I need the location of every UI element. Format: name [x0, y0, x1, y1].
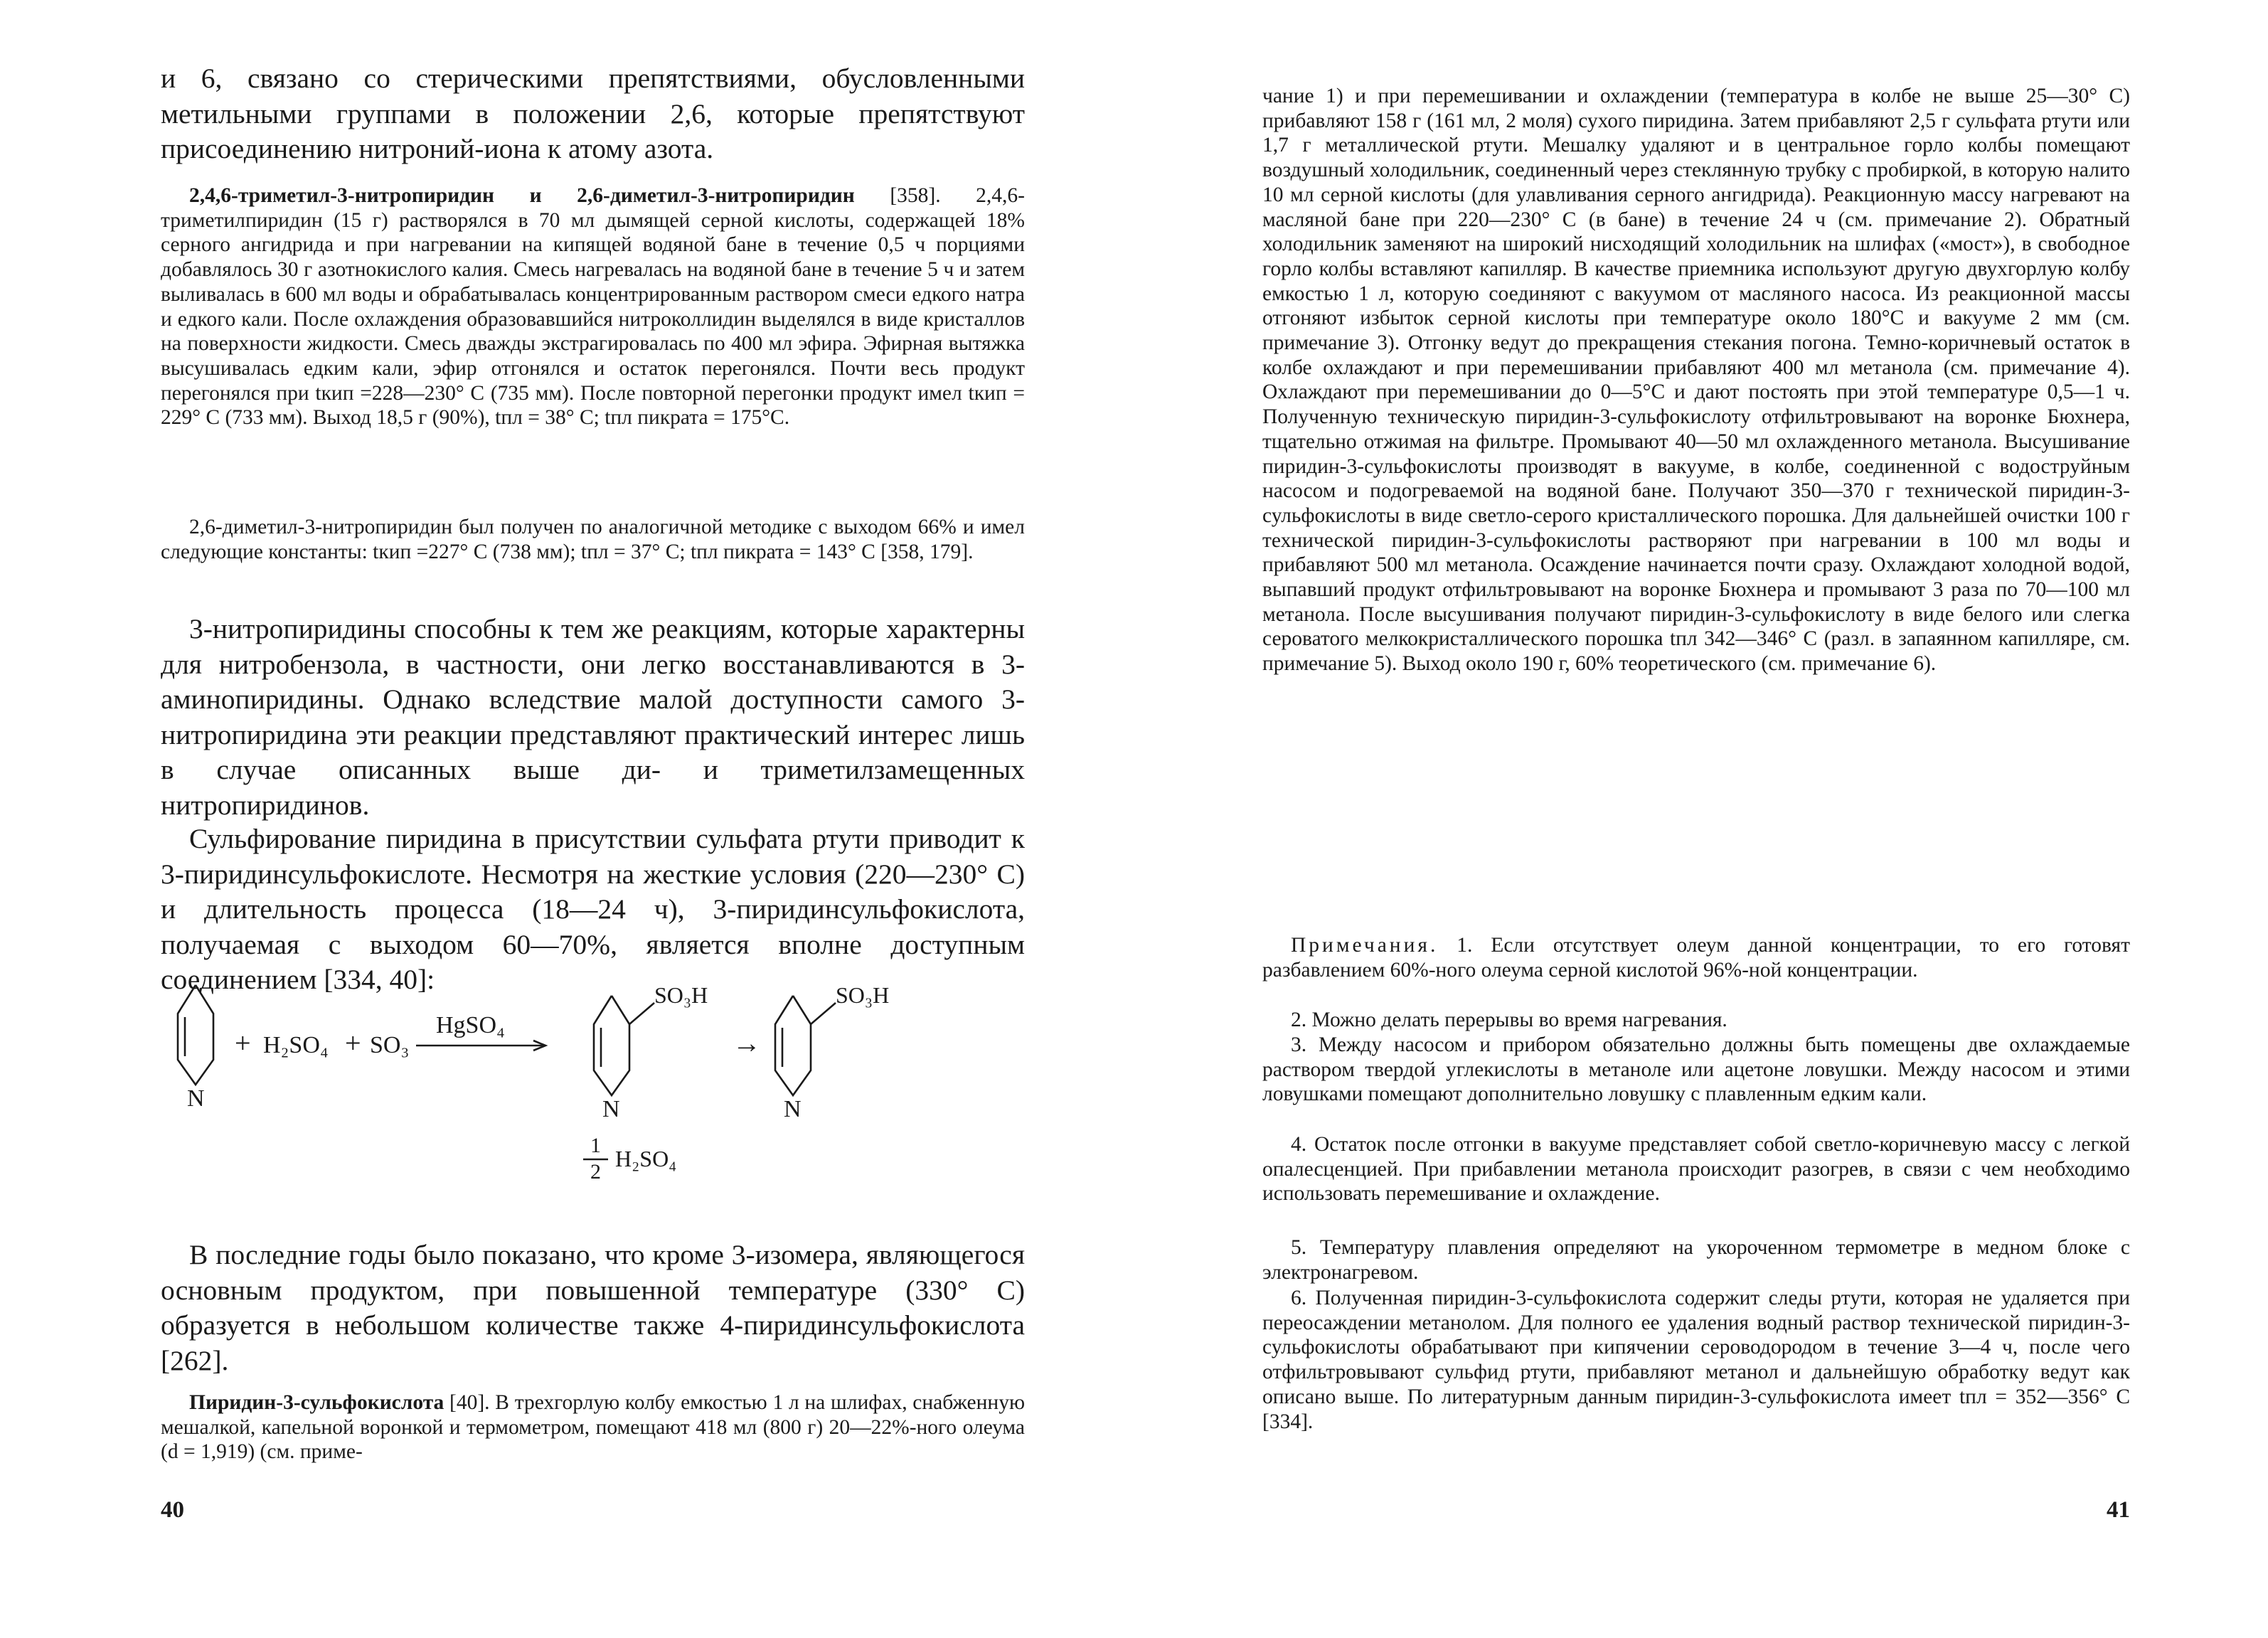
notes-heading: Примечания. — [1291, 934, 1439, 957]
pyridine-ring-3 — [775, 996, 811, 1095]
salt-sulfuric-acid: H₂SO₄ — [615, 1146, 677, 1171]
catalyst-label: HgSO₄ — [436, 1012, 505, 1038]
fraction-numerator: 1 — [590, 1134, 601, 1157]
page-number-right: 41 — [2107, 1497, 2130, 1523]
note-3: 3. Между насосом и прибором обязательно должны быть помещены две охлаждаемые раствором твердой углекислоты в метаноле или ацетоне ловушки. Между насосом и этими ловушками помещают дополнительно ловушку с плавленным едким кали. — [1262, 1033, 2130, 1106]
pyridine-ring-1 — [178, 985, 213, 1085]
plus-sign-2: + — [345, 1027, 361, 1059]
note-4: 4. Остаток после отгонки в вакууме представляет собой светло-коричневую массу с легкой опалесценцией. При прибавлении метанола происходит разогрев, в связи с чем необходимо использовать перемешивание и охлаждение. — [1262, 1133, 2130, 1206]
paragraph-experiment-2: 2,6-диметил-3-нитропиридин был получен по аналогичной методике с выходом 66% и имел следующие константы: tкип =227° С (738 мм); tпл = 37° С; tпл пикрата = 143° С [358, 179]. — [161, 516, 1025, 563]
fraction-denominator: 2 — [590, 1160, 601, 1181]
plus-sign-1: + — [235, 1027, 251, 1059]
paragraph-preparation — [161, 1390, 1025, 1464]
paragraph-intro: и 6, связано со стерическими препятствиями, обусловленными метильными группами в положении 2,6, которые препятствуют присоединению нитроний-иона к атому азота. — [161, 63, 1025, 164]
sulfuric-acid-label: H₂SO₄ — [263, 1032, 329, 1058]
page-number-left: 40 — [161, 1497, 184, 1523]
pyridine-1-nitrogen: N — [187, 1085, 205, 1112]
paragraph-nitropyridines: 3-нитропиридины способны к тем же реакциям, которые характерны для нитробензола, в частности, они легко восстанавливаются в 3-аминопиридины. Однако вследствие малой доступности самого 3-нитропиридина эти реакции представляют практический интерес лишь в случае описанных выше ди- и триметилзамещенных нитропиридинов. — [161, 613, 1025, 821]
paragraph-recent-years: В последние годы было показано, что кроме 3-изомера, являющегося основным продуктом, при повышенной температуре (330° С) образуется в небольшом количестве также 4-пиридинсульфокислота [262]. — [161, 1239, 1025, 1376]
note-2: 2. Можно делать перерывы во время нагревания. — [1291, 1009, 1727, 1031]
paragraph-experiment-1 — [161, 184, 1025, 430]
note-5: 5. Температуру плавления определяют на укороченном термометре в медном блоке с электронагревом. — [1262, 1236, 2130, 1284]
sulfo-group-2: SO₃H — [836, 982, 890, 1008]
note-1 — [1262, 933, 2130, 982]
note-6: 6. Полученная пиридин-3-сульфокислота содержит следы ртути, которая не удаляется при переосаждении метанолом. Для полного ее удаления водный раствор технической пиридин-3-сульфокислоты обрабатывают при кипячении сероводородом в течение 3—4 ч, после чего отфильтровывают сульфид ртути, прибавляют метанол и дальнейшую обработку ведут как описано выше. По литературным данным пиридин-3-сульфокислота имеет tпл = 352—356° С [334]. — [1262, 1287, 2130, 1433]
paragraph-continuation: чание 1) и при перемешивании и охлаждении (температура в колбе не выше 25—30° С) прибавляют 158 г (161 мл, 2 моля) сухого пиридина. Затем прибавляют 2,5 г сульфата ртути или 1,7 г металлической ртути. Мешалку удаляют и в центральное горло колбы помещают воздушный холодильник, соединенный через стеклянную трубку с пробиркой, в которую налито 10 мл серной кислоты (для улавливания серного ангидрида). Реакционную массу нагревают на масляной бане при 220—230° С (в бане) в течение 24 ч (см. примечание 2). Обратный холодильник заменяют на широкий нисходящий холодильник на шлифах («мост»), в свободное горло колбы вставляют капилляр. В качестве приемника используют другую двухгорлую колбу емкостью 1 л, которую соединяют с вакуумом от масляного насоса. Из реакционной массы отгоняют избыток серной кислоты при температуре около 180°С и вакууме 2 мм (см. примечание 3). Отгонку ведут до прекращения стекания погона. Темно-коричневый остаток в колбе охлаждают и при перемешивании прибавляют 400 мл метанола (см. примечание 4). Охлаждают при перемешивании до 0—5°С и дают постоять при этой температуре 0,5—1 ч. Полученную техническую пиридин-3-сульфокислоту отфильтровывают на воронке Бюхнера, тщательно отжимая на фильтре. Промывают 40—50 мл охлажденного метанола. Высушивание пиридин-3-сульфокислоты производят в вакууме, в колбе, соединенной с водоструйным насосом и подогреваемой на водяной бане. Получают 350—370 г технической пиридин-3-сульфокислоты в виде светло-серого кристаллического порошка. Для дальнейшей очистки 100 г технической пиридин-3-сульфокислоты растворяют при нагревании в 100 мл воды и прибавляют 500 мл метанола. Осаждение начинается почти сразу. Охлаждают холодной водой, выпавший продукт отфильтровывают на воронке Бюхнера и промывают 3 раза по 70—100 мл метанола. После высушивания получают пиридин-3-сульфокислоту в виде белого или слегка сероватого мелкокристаллического порошка tпл 342—346° С (разл. в запаянном капилляре, см. примечание 5). Выход около 190 г, 60% теоретического (см. примечание 6). — [1262, 85, 2130, 676]
sulfo-group-1: SO₃H — [654, 982, 708, 1008]
note-1-text: 1. Если отсутствует олеум данной концентрации, то его готовят разбавлением 60%-ного олеума серной кислотой 96%-ной концентрации. — [1262, 934, 2130, 982]
sulfo-bond-2 — [811, 1003, 836, 1024]
experiment-1-heading: 2,4,6-триметил-3-нитропиридин и 2,6-диметил-3-нитропиридин — [189, 184, 855, 207]
pyridine-3-nitrogen: N — [784, 1096, 802, 1122]
experiment-1-body: [358]. 2,4,6-триметилпиридин (15 г) растворялся в 70 мл дымящей серной кислоты, содержащей 18% серного ангидрида и при нагревании на кипящей водяной бане в течение 0,5 ч порциями добавлялось 30 г азотнокислого калия. Смесь нагревалась на водяной бане в течение 5 ч и затем выливалась в 600 мл воды и обрабатывалась концентрированным раствором смеси едкого натра и едкого кали. После охлаждения образовавшийся нитроколлидин выделялся в виде кристаллов на поверхности жидкости. Смесь дважды экстрагировалась по 400 мл эфира. Эфирная вытяжка высушивалась едким кали, эфир отгонялся и остаток перегонялся. Почти весь продукт перегонялся при tкип =228—230° С (735 мм). После повторной перегонки продукт имел tкип = 229° С (733 мм). Выход 18,5 г (90%), tпл = 38° С; tпл пикрата = 175°С. — [161, 184, 1025, 430]
pyridine-ring-2 — [594, 996, 629, 1095]
paragraph-sulfonation: Сульфирование пиридина в присутствии сульфата ртути приводит к 3-пиридинсульфокислоте. Несмотря на жесткие условия (220—230° С) и длительность процесса (18—24 ч), 3-пиридинсульфокислота, получаемая с выходом 60—70%, является вполне доступным соединением [334, 40]: — [161, 823, 1025, 995]
reaction-arrow-2: → — [733, 1027, 761, 1059]
preparation-heading: Пиридин-3-сульфокислота — [189, 1391, 444, 1414]
reaction-scheme — [164, 974, 1017, 1181]
pyridine-2-nitrogen: N — [602, 1096, 620, 1122]
sulfur-trioxide-label: SO₃ — [370, 1032, 410, 1058]
sulfo-bond-1 — [629, 1003, 654, 1024]
preparation-body: [40]. В трехгорлую колбу емкостью 1 л на шлифах, снабженную мешалкой, капельной воронкой и термометром, помещают 418 мл (800 г) 20—22%-ного олеума (d = 1,919) (см. приме- — [161, 1391, 1025, 1464]
